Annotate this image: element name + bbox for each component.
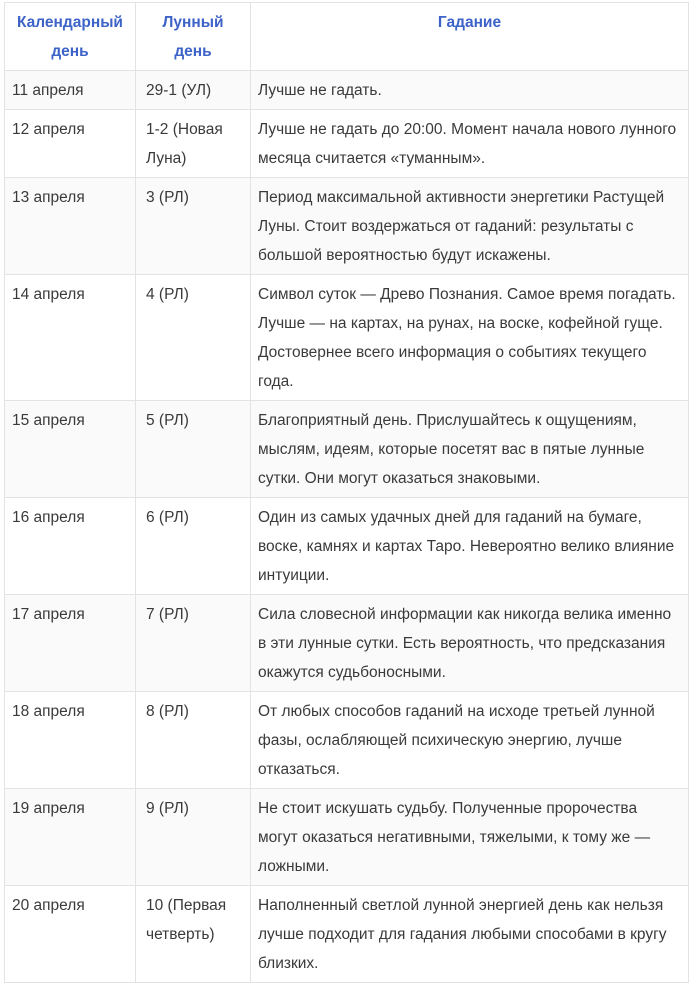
cell-divination: Не стоит искушать судьбу. Полученные пророчества могут оказаться негативными, тяжелыми, к тому же — ложными. <box>251 789 689 886</box>
cell-divination: Сила словесной информации как никогда велика именно в эти лунные сутки. Есть вероятность, что предсказания окажутся судьбоносными. <box>251 595 689 692</box>
cell-divination: От любых способов гаданий на исходе третьей лунной фазы, ослабляющей психическую энергию, лучше отказаться. <box>251 692 689 789</box>
cell-divination: Лучше не гадать. <box>251 71 689 110</box>
cell-lunar-day: 6 (РЛ) <box>136 498 251 595</box>
cell-divination: Символ суток — Древо Познания. Самое время погадать. Лучше — на картах, на рунах, на воске, кофейной гуще. Достовернее всего информация о событиях текущего года. <box>251 275 689 401</box>
cell-lunar-day: 8 (РЛ) <box>136 692 251 789</box>
cell-date: 17 апреля <box>5 595 136 692</box>
table-row <box>5 71 689 110</box>
cell-divination: Лучше не гадать до 20:00. Момент начала нового лунного месяца считается «туманным». <box>251 110 689 178</box>
header-lunar-day: Лунный день <box>136 3 251 71</box>
header-calendar-day: Календарный день <box>5 3 136 71</box>
cell-divination: Период максимальной активности энергетики Растущей Луны. Стоит воздержаться от гаданий: результаты с большой вероятностью будут искажены. <box>251 178 689 275</box>
table-row <box>5 886 689 983</box>
cell-lunar-day: 5 (РЛ) <box>136 401 251 498</box>
table-row <box>5 498 689 595</box>
cell-lunar-day: 1-2 (Новая Луна) <box>136 110 251 178</box>
cell-date: 12 апреля <box>5 110 136 178</box>
cell-date: 16 апреля <box>5 498 136 595</box>
table-row <box>5 401 689 498</box>
cell-date: 15 апреля <box>5 401 136 498</box>
cell-date: 20 апреля <box>5 886 136 983</box>
table-row <box>5 692 689 789</box>
cell-lunar-day: 10 (Первая четверть) <box>136 886 251 983</box>
table-row <box>5 595 689 692</box>
cell-lunar-day: 29-1 (УЛ) <box>136 71 251 110</box>
cell-date: 18 апреля <box>5 692 136 789</box>
table-row <box>5 789 689 886</box>
cell-divination: Благоприятный день. Прислушайтесь к ощущениям, мыслям, идеям, которые посетят вас в пятые лунные сутки. Они могут оказаться знаковыми. <box>251 401 689 498</box>
cell-lunar-day: 4 (РЛ) <box>136 275 251 401</box>
table-row <box>5 110 689 178</box>
cell-lunar-day: 7 (РЛ) <box>136 595 251 692</box>
cell-date: 13 апреля <box>5 178 136 275</box>
table-row <box>5 178 689 275</box>
cell-date: 11 апреля <box>5 71 136 110</box>
header-divination: Гадание <box>251 3 689 71</box>
cell-lunar-day: 3 (РЛ) <box>136 178 251 275</box>
cell-date: 14 апреля <box>5 275 136 401</box>
cell-divination: Наполненный светлой лунной энергией день как нельзя лучше подходит для гадания любыми способами в кругу близких. <box>251 886 689 983</box>
cell-date: 19 апреля <box>5 789 136 886</box>
cell-lunar-day: 9 (РЛ) <box>136 789 251 886</box>
cell-divination: Один из самых удачных дней для гаданий на бумаге, воске, камнях и картах Таро. Невероятно велико влияние интуиции. <box>251 498 689 595</box>
lunar-divination-table <box>4 2 689 983</box>
table-header-row <box>5 3 689 71</box>
table-row <box>5 275 689 401</box>
